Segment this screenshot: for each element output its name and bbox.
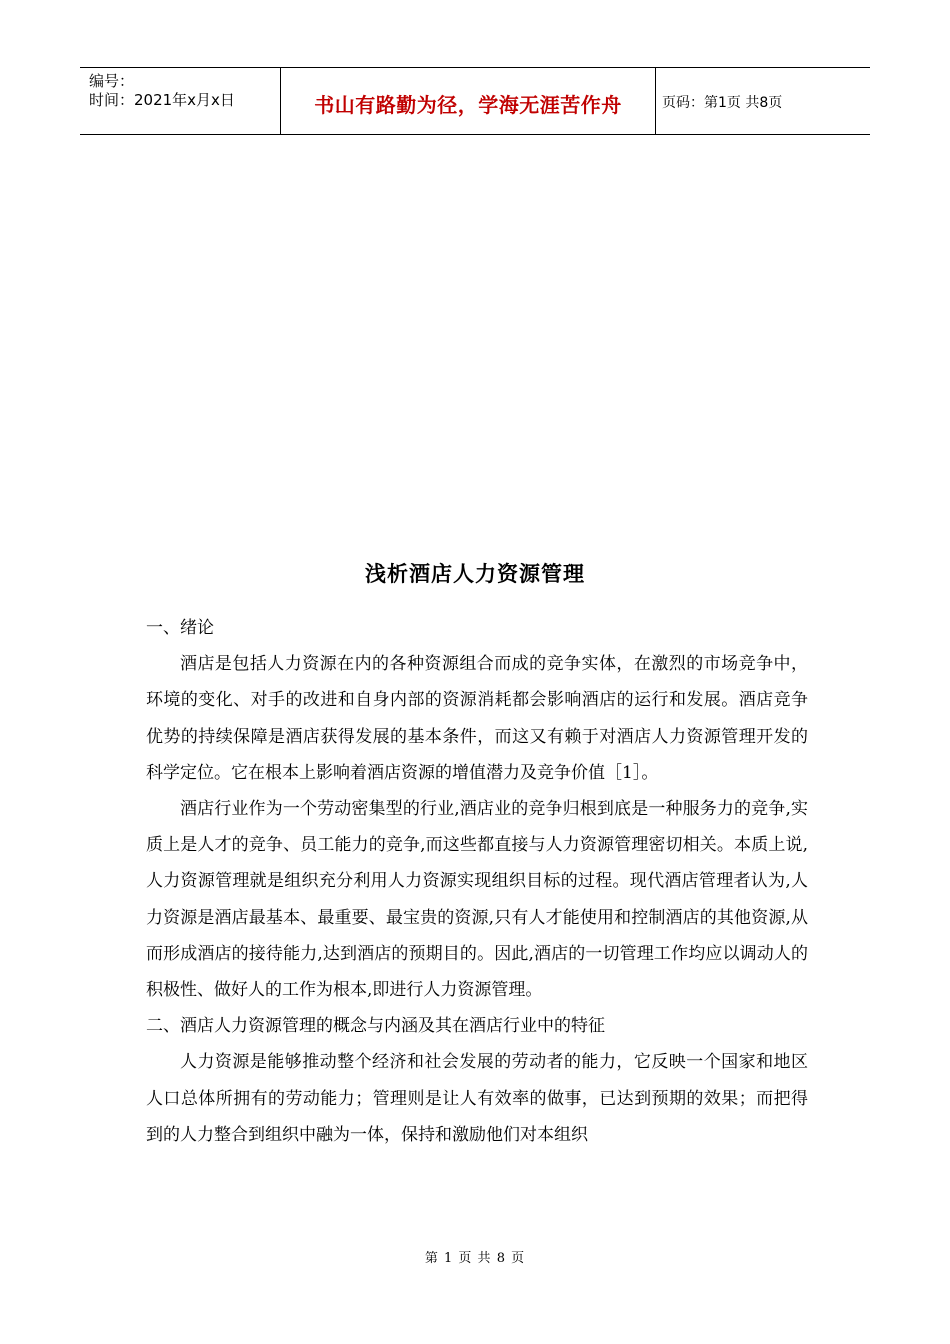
body-paragraph: 人力资源是能够推动整个经济和社会发展的劳动者的能力，它反映一个国家和地区人口总体所拥有的劳动能力；管理则是让人有效率的做事，已达到预期的效果；而把得到的人力整合到组织中融为一体，保持和激励他们对本组织 [146,1052,808,1145]
document-title: 浅析酒店人力资源管理 [365,562,585,586]
number-label: 编号： [89,72,135,90]
header-motto: 书山有路勤为径，学海无涯苦作舟 [281,68,656,134]
header-page-info: 页码：第1页 共8页 [662,95,783,111]
body-paragraph: 酒店行业作为一个劳动密集型的行业,酒店业的竞争归根到底是一种服务力的竞争,实质上是人才的竞争、员工能力的竞争,而这些都直接与人力资源管理密切相关。本质上说,人力资源管理就是组织充分利用人力资源实现组织目标的过程。现代酒店管理者认为,人力资源是酒店最基本、最重要、最宝贵的资源,只有人才能使用和控制酒店的其他资源,从而形成酒店的接待能力,达到酒店的预期目的。因此,酒店的一切管理工作均应以调动人的积极性、做好人的工作为根本,即进行人力资源管理。 [146,799,808,1001]
page-footer: 第 1 页 共 8 页 [424,1251,526,1266]
page-header [80,67,870,135]
section-heading: 二、酒店人力资源管理的概念与内涵及其在酒店行业中的特征 [146,1016,605,1037]
body-paragraph: 酒店是包括人力资源在内的各种资源组合而成的竞争实体，在激烈的市场竞争中，环境的变化、对手的改进和自身内部的资源消耗都会影响酒店的运行和发展。酒店竞争优势的持续保障是酒店获得发展的基本条件，而这又有赖于对酒店人力资源管理开发的科学定位。它在根本上影响着酒店资源的增值潜力及竞争价值［1］。 [146,654,808,783]
document-body [146,610,808,1153]
header-meta [80,68,281,134]
section-heading: 一、绪论 [146,618,214,638]
time-label: 时间：2021年x月x日 [89,91,235,109]
